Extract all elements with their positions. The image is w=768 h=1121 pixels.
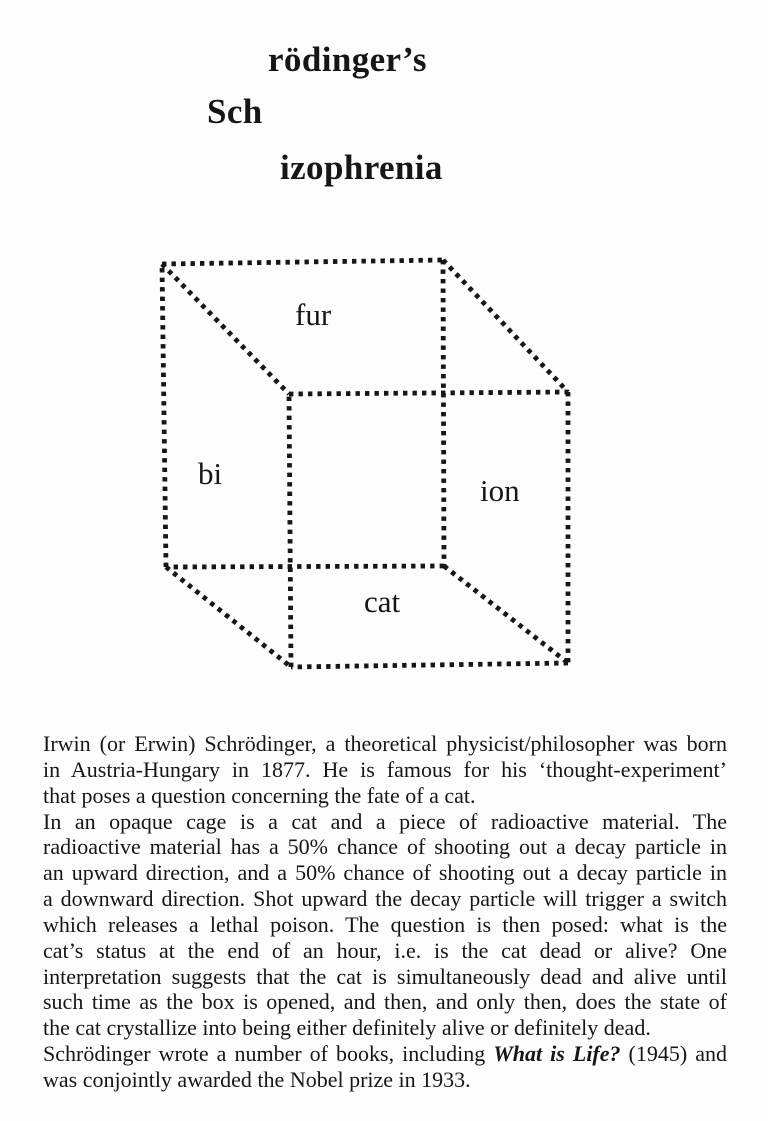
text-line: that poses a question concerning the fate of a cat. — [43, 782, 476, 808]
text-line: a downward direction. Shot upward the decay particle will trigger a switch — [43, 886, 727, 912]
book-title-emphasis: What is Life? — [493, 1041, 621, 1067]
text-line — [43, 1041, 727, 1067]
paragraph-thought-experiment — [43, 809, 727, 1042]
text-line: such time as the box is opened, and then, and only then, does the state of — [43, 989, 727, 1015]
text-line: an upward direction, and a 50% chance of shooting out a decay particle in — [43, 860, 727, 886]
title-fragment-bottom: izophrenia — [280, 148, 443, 187]
text-segment: Schrödinger wrote a number of books, including — [43, 1041, 494, 1067]
text-line: radioactive material has a 50% chance of shooting out a decay particle in — [43, 834, 727, 860]
cube-left-face-label: bi — [198, 456, 223, 491]
text-segment: (1945) and — [620, 1041, 727, 1067]
text-line: the cat crystallize into being either definitely alive or definitely dead. — [43, 1015, 651, 1041]
text-line: in Austria-Hungary in 1877. He is famous for his ‘thought-experiment’ — [43, 756, 727, 782]
text-line: which releases a lethal poison. The question is then posed: what is the — [43, 911, 727, 937]
cube-top-face-label: fur — [295, 297, 332, 332]
title-fragment-left: Sch — [207, 92, 263, 131]
text-line: interpretation suggests that the cat is simultaneously dead and alive until — [43, 963, 727, 989]
text-line: In an opaque cage is a cat and a piece of radioactive material. The — [43, 808, 727, 834]
title-fragment-top: rödinger’s — [268, 40, 427, 79]
text-line: was conjointly awarded the Nobel prize in 1933. — [43, 1066, 471, 1092]
cube-right-face-label: ion — [480, 473, 520, 508]
text-line: cat’s status at the end of an hour, i.e. is the cat dead or alive? One — [43, 937, 727, 963]
paragraph-books-nobel — [43, 1041, 727, 1093]
paragraph-biography — [43, 731, 727, 809]
cube-bottom-face-label: cat — [364, 584, 401, 619]
body-text — [43, 731, 727, 1093]
text-line: Irwin (or Erwin) Schrödinger, a theoretical physicist/philosopher was born — [43, 731, 727, 756]
